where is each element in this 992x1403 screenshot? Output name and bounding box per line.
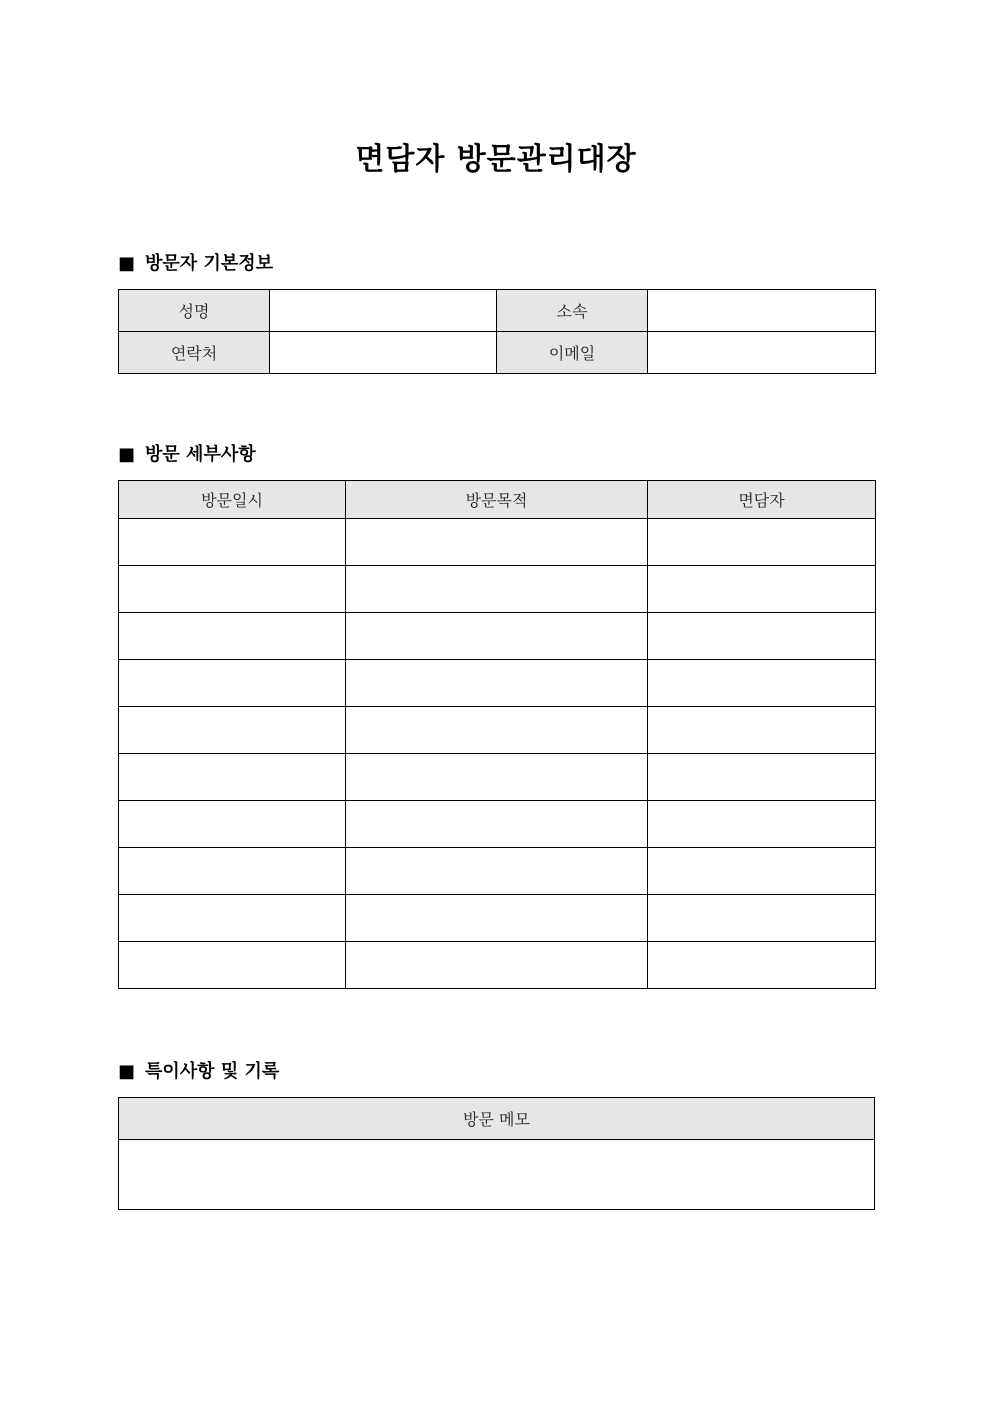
interviewer-cell[interactable] [648,848,876,895]
column-header-visit-purpose: 방문목적 [346,481,648,519]
visit-purpose-cell[interactable] [346,895,648,942]
table-row [119,613,876,660]
bullet-square-icon: ■ [118,444,136,465]
section-title: 특이사항 및 기록 [145,1061,280,1082]
bullet-square-icon: ■ [118,253,136,274]
interviewer-cell[interactable] [648,566,876,613]
visit-details-table [118,480,876,989]
visit-memo-field[interactable] [119,1140,875,1210]
section-heading-notes [118,1061,279,1083]
document-title: 면담자 방문관리대장 [355,142,637,177]
table-row [119,519,876,566]
table-row [119,566,876,613]
visit-purpose-cell[interactable] [346,519,648,566]
table-row [119,660,876,707]
visit-datetime-cell[interactable] [119,519,346,566]
email-field[interactable] [648,332,876,374]
visit-datetime-cell[interactable] [119,848,346,895]
interviewer-cell[interactable] [648,519,876,566]
name-label: 성명 [119,290,270,332]
interviewer-cell[interactable] [648,801,876,848]
visit-memo-header: 방문 메모 [119,1098,875,1140]
interviewer-cell[interactable] [648,707,876,754]
interviewer-cell[interactable] [648,895,876,942]
table-row [119,942,876,989]
email-label: 이메일 [497,332,648,374]
visit-datetime-cell[interactable] [119,660,346,707]
column-header-interviewer: 면담자 [648,481,876,519]
visit-memo-table [118,1097,875,1210]
section-heading-visit-details [118,444,256,466]
table-row [119,895,876,942]
table-row [119,801,876,848]
section-title: 방문 세부사항 [145,444,256,465]
visitor-info-table [118,289,876,374]
interviewer-cell[interactable] [648,660,876,707]
visit-purpose-cell[interactable] [346,707,648,754]
interviewer-cell[interactable] [648,613,876,660]
contact-label: 연락처 [119,332,270,374]
table-row [119,848,876,895]
visit-datetime-cell[interactable] [119,801,346,848]
bullet-square-icon: ■ [118,1061,136,1082]
visit-purpose-cell[interactable] [346,613,648,660]
visit-datetime-cell[interactable] [119,895,346,942]
affiliation-label: 소속 [497,290,648,332]
section-heading-basic-info [118,253,273,275]
interviewer-cell[interactable] [648,754,876,801]
visit-purpose-cell[interactable] [346,801,648,848]
visit-purpose-cell[interactable] [346,566,648,613]
visit-datetime-cell[interactable] [119,613,346,660]
section-title: 방문자 기본정보 [145,253,273,274]
visit-purpose-cell[interactable] [346,848,648,895]
table-row [119,707,876,754]
visit-datetime-cell[interactable] [119,942,346,989]
affiliation-field[interactable] [648,290,876,332]
visit-datetime-cell[interactable] [119,754,346,801]
interviewer-cell[interactable] [648,942,876,989]
visit-purpose-cell[interactable] [346,942,648,989]
visit-purpose-cell[interactable] [346,660,648,707]
column-header-visit-datetime: 방문일시 [119,481,346,519]
contact-field[interactable] [270,332,497,374]
visit-datetime-cell[interactable] [119,707,346,754]
name-field[interactable] [270,290,497,332]
table-row [119,754,876,801]
visit-purpose-cell[interactable] [346,754,648,801]
visit-datetime-cell[interactable] [119,566,346,613]
